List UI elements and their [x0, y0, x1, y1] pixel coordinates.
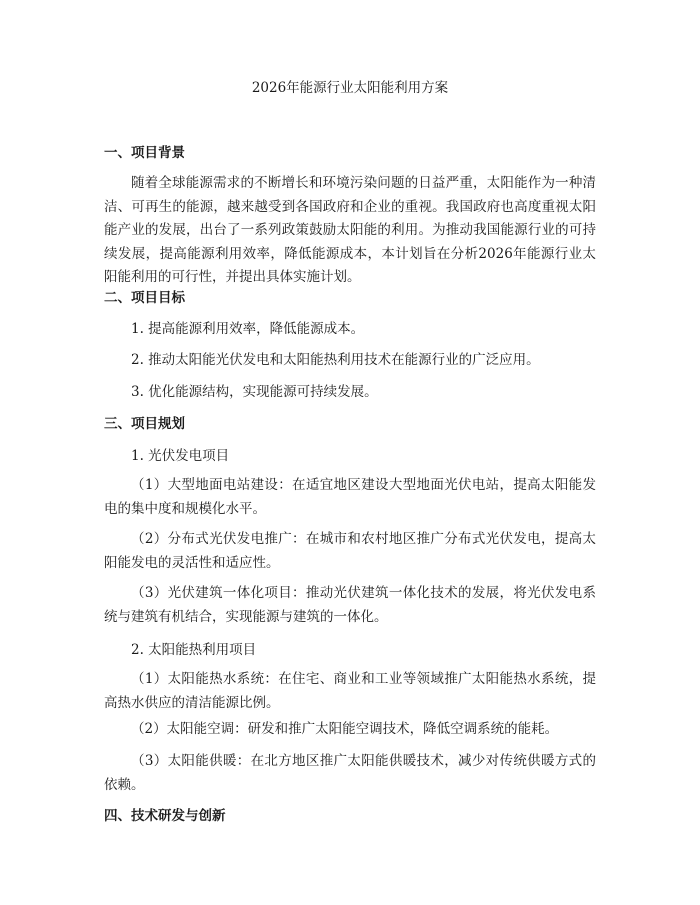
- goal-item-3: 3. 优化能源结构，实现能源可持续发展。: [131, 384, 378, 400]
- section-heading-planning: 三、项目规划: [104, 416, 185, 432]
- section-heading-background: 一、项目背景: [104, 145, 185, 161]
- document-title: 2026年能源行业太阳能利用方案: [251, 80, 449, 96]
- pv-item-3: （3）光伏建筑一体化项目：推动光伏建筑一体化技术的发展，将光伏发电系统与建筑有机结合，实现能源与建筑的一体化。: [104, 585, 596, 625]
- thermal-item-3: （3）太阳能供暖：在北方地区推广太阳能供暖技术，减少对传统供暖方式的依赖。: [104, 753, 596, 793]
- section-heading-goals: 二、项目目标: [104, 290, 185, 306]
- goal-item-1: 1. 提高能源利用效率，降低能源成本。: [131, 321, 365, 337]
- goal-item-2: 2. 推动太阳能光伏发电和太阳能热利用技术在能源行业的广泛应用。: [131, 352, 540, 368]
- thermal-project-title: 2. 太阳能热利用项目: [131, 642, 257, 658]
- pv-project-title: 1. 光伏发电项目: [131, 448, 230, 464]
- section-heading-rnd: 四、技术研发与创新: [104, 808, 226, 824]
- background-paragraph: 随着全球能源需求的不断增长和环境污染问题的日益严重，太阳能作为一种清洁、可再生的能源，越来越受到各国政府和企业的重视。我国政府也高度重视太阳能产业的发展，出台了一系列政策鼓励太阳能的利用。为推动我国能源行业的可持续发展，提高能源利用效率，降低能源成本，本计划旨在分析2026年能源行业太阳能利用的可行性，并提出具体实施计划。: [104, 175, 596, 285]
- pv-item-1: （1）大型地面电站建设：在适宜地区建设大型地面光伏电站，提高太阳能发电的集中度和规模化水平。: [104, 477, 596, 517]
- thermal-item-1: （1）太阳能热水系统：在住宅、商业和工业等领域推广太阳能热水系统，提高热水供应的清洁能源比例。: [104, 671, 596, 711]
- pv-item-2: （2）分布式光伏发电推广：在城市和农村地区推广分布式光伏发电，提高太阳能发电的灵活性和适应性。: [104, 531, 596, 571]
- thermal-item-2: （2）太阳能空调：研发和推广太阳能空调技术，降低空调系统的能耗。: [131, 721, 559, 737]
